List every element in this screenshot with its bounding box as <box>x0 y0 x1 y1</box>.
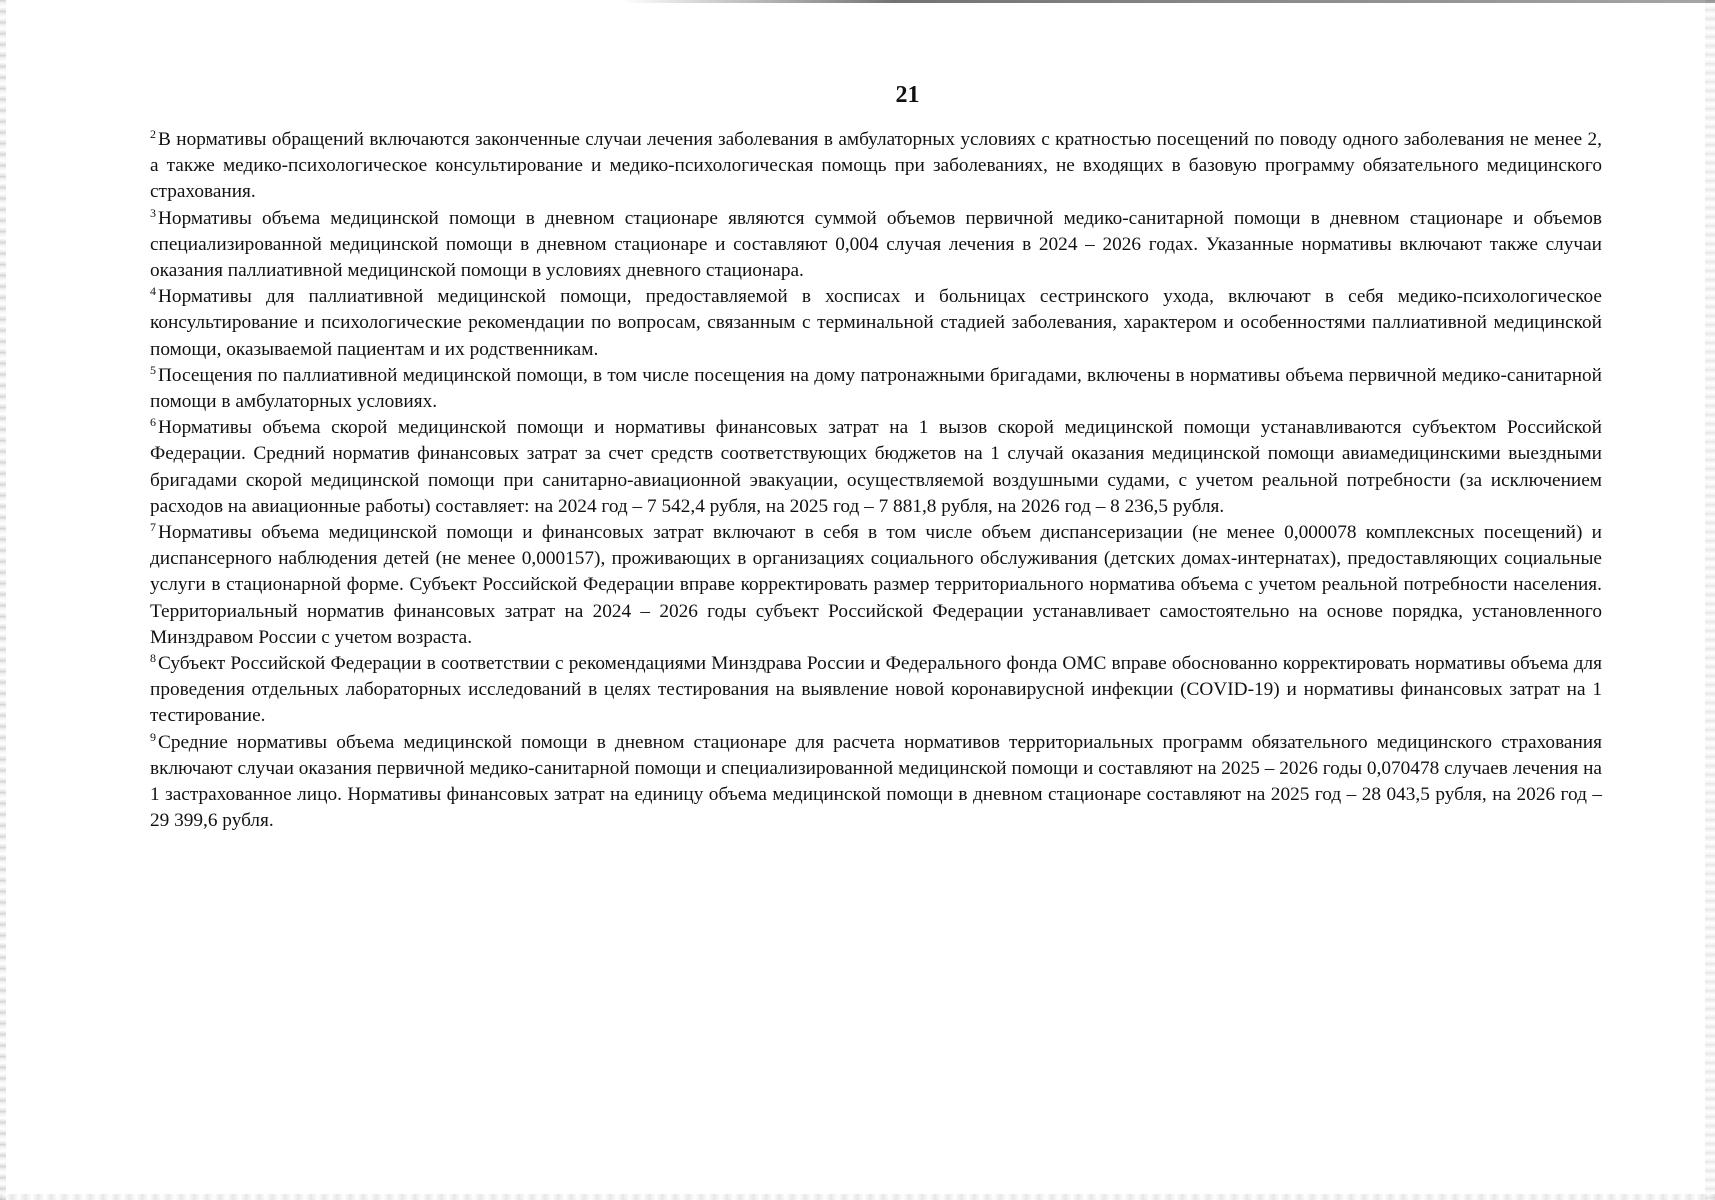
scan-edge-right <box>1705 0 1715 1200</box>
footnote-8 <box>150 651 1602 730</box>
footnotes-section <box>150 127 1602 834</box>
footnote-3 <box>150 206 1602 285</box>
footnote-marker: 8 <box>150 651 156 666</box>
footnote-text: Нормативы объема скорой медицинской помощи и нормативы финансовых затрат на 1 вызов скорой медицинской помощи устанавливаются субъектом Российской Федерации. Средний норматив финансовых затрат за счет средств соответствующих бюджетов на 1 случай оказания медицинской помощи авиамедицинскими выездными бригадами скорой медицинской помощи при санитарно-авиационной эвакуации, осуществляемой воздушными судами, с учетом реальной потребности (за исключением расходов на авиационные работы) составляет: на 2024 год – 7 542,4 рубля, на 2025 год – 7 881,8 рубля, на 2026 год – 8 236,5 рубля. <box>150 417 1602 517</box>
footnote-text: Нормативы для паллиативной медицинской помощи, предоставляемой в хосписах и больницах сестринского ухода, включают в себя медико-психологическое консультирование и психологические рекомендации по вопросам, связанным с терминальной стадией заболевания, характером и особенностями паллиативной медицинской помощи, оказываемой пациентам и их родственникам. <box>150 286 1602 360</box>
footnote-5 <box>150 363 1602 415</box>
footnote-text: Посещения по паллиативной медицинской помощи, в том числе посещения на дому патронажными бригадами, включены в нормативы объема первичной медико-санитарной помощи в амбулаторных условиях. <box>150 364 1602 413</box>
footnote-marker: 3 <box>150 205 156 220</box>
footnote-text: Нормативы объема медицинской помощи и финансовых затрат включают в себя в том числе объем диспансеризации (не менее 0,000078 комплексных посещений) и диспансерного наблюдения детей (не менее 0,000157), проживающих в организациях социального обслуживания (детских домах-интернатах), предоставляющих социальные услуги в стационарной форме. Субъект Российской Федерации вправе корректировать размер территориального норматива объема с учетом реальной потребности населения. Территориальный норматив финансовых затрат на 2024 – 2026 годы субъект Российской Федерации устанавливает самостоятельно на основе порядка, установленного Минздравом России с учетом возраста. <box>150 522 1602 648</box>
footnote-text: Средние нормативы объема медицинской помощи в дневном стационаре для расчета нормативов территориальных программ обязательного медицинского страхования включают случаи оказания первичной медико-санитарной помощи и специализированной медицинской помощи и составляют на 2025 – 2026 годы 0,070478 случаев лечения на 1 застрахованное лицо. Нормативы финансовых затрат на единицу объема медицинской помощи в дневном стационаре составляют на 2025 год – 28 043,5 рубля, на 2026 год – 29 399,6 рубля. <box>150 731 1602 832</box>
footnote-text: Нормативы объема медицинской помощи в дневном стационаре являются суммой объемов первичной медико-санитарной помощи в дневном стационаре и объемов специализированной медицинской помощи в дневном стационаре и составляют 0,004 случая лечения в 2024 – 2026 годах. Указанные нормативы включают также случаи оказания паллиативной медицинской помощи в условиях дневного стационара. <box>150 207 1602 282</box>
footnote-marker: 2 <box>150 127 156 141</box>
scan-edge-top <box>620 0 1715 3</box>
footnote-marker: 9 <box>150 729 156 744</box>
footnote-7 <box>150 520 1602 651</box>
footnote-9 <box>150 730 1602 835</box>
scan-edge-bottom <box>0 1194 1715 1200</box>
footnote-marker: 6 <box>150 415 156 430</box>
footnote-marker: 4 <box>150 284 156 299</box>
footnote-marker: 7 <box>150 520 156 535</box>
footnote-6 <box>150 415 1602 520</box>
page-number: 21 <box>895 82 920 108</box>
footnote-4 <box>150 284 1602 363</box>
footnote-text: В нормативы обращений включаются законченные случаи лечения заболевания в амбулаторных условиях с кратностью посещений по поводу одного заболевания не менее 2, а также медико-психологическое консультирование и медико-психологическая помощь при заболеваниях, не входящих в базовую программу обязательного медицинского страхования. <box>150 129 1602 203</box>
footnote-2 <box>150 127 1602 206</box>
footnote-marker: 5 <box>150 362 156 377</box>
scan-edge-left <box>0 0 6 1200</box>
footnote-text: Субъект Российской Федерации в соответствии с рекомендациями Минздрава России и Федерального фонда ОМС вправе обоснованно корректировать нормативы объема для проведения отдельных лабораторных исследований в целях тестирования на выявление новой коронавирусной инфекции (COVID-19) и нормативы финансовых затрат на 1 тестирование. <box>150 653 1602 727</box>
